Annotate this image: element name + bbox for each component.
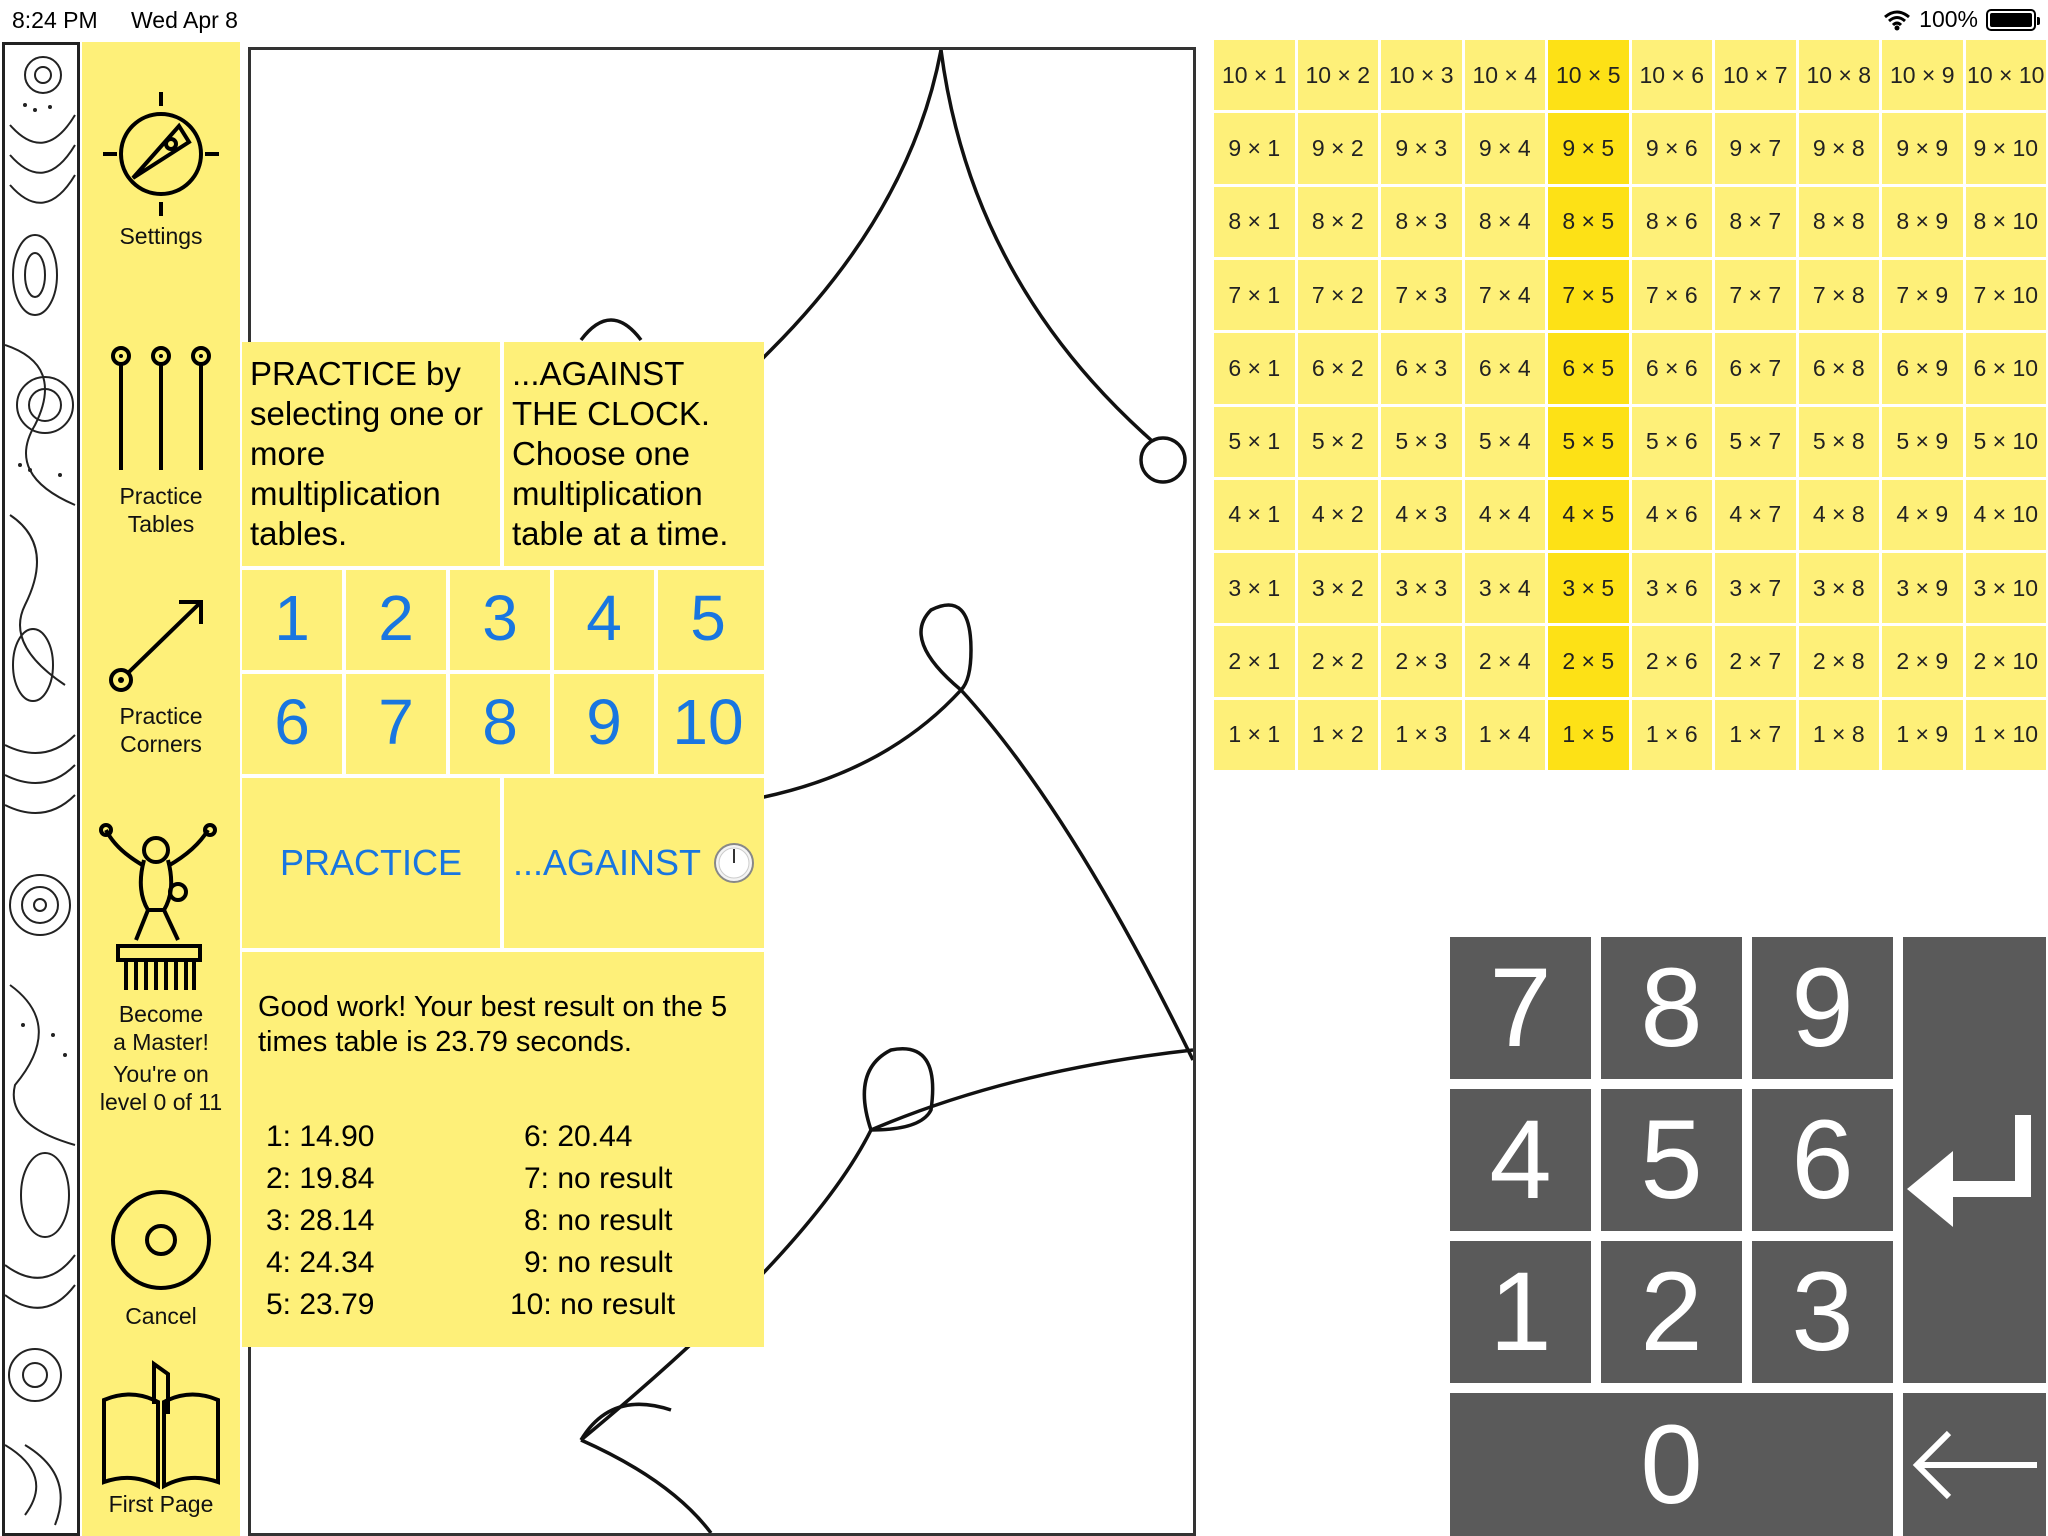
- grid-cell-5x10[interactable]: 5 × 10: [1966, 407, 2047, 477]
- master-figure-icon: [96, 820, 226, 1000]
- grid-cell-8x9[interactable]: 8 × 9: [1882, 187, 1963, 257]
- key-3[interactable]: 3: [1752, 1241, 1893, 1383]
- grid-cell-10x3[interactable]: 10 × 3: [1381, 40, 1462, 110]
- grid-cell-9x10[interactable]: 9 × 10: [1966, 113, 2047, 183]
- grid-cell-1x3[interactable]: 1 × 3: [1381, 700, 1462, 770]
- result-row: 9: no result: [524, 1246, 673, 1279]
- result-row: 6: 20.44: [524, 1120, 633, 1153]
- diagonal-arrow-icon: [101, 592, 221, 702]
- grid-cell-2x8[interactable]: 2 × 8: [1799, 626, 1880, 696]
- key-8[interactable]: 8: [1601, 937, 1742, 1079]
- backspace-arrow-icon: [1903, 1393, 2046, 1536]
- grid-cell-2x10[interactable]: 2 × 10: [1966, 626, 2047, 696]
- numeric-keypad: [1450, 937, 2046, 1536]
- practice-corners-label-1: Practice: [119, 703, 203, 729]
- grid-cell-4x8[interactable]: 4 × 8: [1799, 480, 1880, 550]
- result-row: 4: 24.34: [266, 1246, 375, 1279]
- practice-corners-label-2: Corners: [120, 731, 202, 757]
- grid-cell-4x9[interactable]: 4 × 9: [1882, 480, 1963, 550]
- grid-cell-8x10[interactable]: 8 × 10: [1966, 187, 2047, 257]
- table-button-8[interactable]: 8: [482, 686, 518, 758]
- multiplication-grid: [1214, 40, 2046, 770]
- enter-arrow-icon: [1903, 937, 2046, 1383]
- grid-cell-7x5[interactable]: 7 × 5: [1548, 260, 1629, 330]
- grid-cell-5x5[interactable]: 5 × 5: [1548, 407, 1629, 477]
- grid-cell-8x4[interactable]: 8 × 4: [1465, 187, 1546, 257]
- grid-cell-10x6[interactable]: 10 × 6: [1632, 40, 1713, 110]
- grid-cell-3x2[interactable]: 3 × 2: [1298, 553, 1379, 623]
- grid-cell-7x6[interactable]: 7 × 6: [1632, 260, 1713, 330]
- grid-cell-9x6[interactable]: 9 × 6: [1632, 113, 1713, 183]
- grid-cell-5x1[interactable]: 5 × 1: [1214, 407, 1295, 477]
- grid-cell-3x6[interactable]: 3 × 6: [1632, 553, 1713, 623]
- wifi-icon: [1883, 9, 1911, 31]
- practice-tables-button[interactable]: [82, 342, 240, 538]
- key-2[interactable]: 2: [1601, 1241, 1742, 1383]
- grid-cell-6x3[interactable]: 6 × 3: [1381, 333, 1462, 403]
- grid-cell-6x8[interactable]: 6 × 8: [1799, 333, 1880, 403]
- battery-percent: 100%: [1919, 6, 1978, 32]
- battery-icon: [1986, 9, 2036, 31]
- master-level-label-1: You're on: [113, 1061, 209, 1087]
- pins-icon: [101, 342, 221, 482]
- grid-cell-9x4[interactable]: 9 × 4: [1465, 113, 1546, 183]
- grid-cell-10x5[interactable]: 10 × 5: [1548, 40, 1629, 110]
- key-7[interactable]: 7: [1450, 937, 1591, 1079]
- grid-cell-1x9[interactable]: 1 × 9: [1882, 700, 1963, 770]
- open-book-icon: [96, 1360, 226, 1490]
- status-indicators: [1883, 6, 2036, 33]
- decorative-border-image: [2, 42, 80, 1536]
- result-row: 3: 28.14: [266, 1204, 375, 1237]
- grid-cell-6x9[interactable]: 6 × 9: [1882, 333, 1963, 403]
- grid-cell-6x6[interactable]: 6 × 6: [1632, 333, 1713, 403]
- grid-cell-5x4[interactable]: 5 × 4: [1465, 407, 1546, 477]
- grid-cell-6x5[interactable]: 6 × 5: [1548, 333, 1629, 403]
- against-clock-label: ...AGAINST: [512, 842, 702, 883]
- grid-cell-9x2[interactable]: 9 × 2: [1298, 113, 1379, 183]
- grid-cell-6x7[interactable]: 6 × 7: [1715, 333, 1796, 403]
- grid-cell-4x3[interactable]: 4 × 3: [1381, 480, 1462, 550]
- grid-cell-7x1[interactable]: 7 × 1: [1214, 260, 1295, 330]
- grid-cell-7x3[interactable]: 7 × 3: [1381, 260, 1462, 330]
- table-button-9[interactable]: 9: [586, 686, 622, 758]
- grid-cell-9x8[interactable]: 9 × 8: [1799, 113, 1880, 183]
- practice-tables-label-2: Tables: [127, 511, 195, 537]
- grid-cell-1x6[interactable]: 1 × 6: [1632, 700, 1713, 770]
- status-bar: [0, 0, 2048, 40]
- grid-cell-4x7[interactable]: 4 × 7: [1715, 480, 1796, 550]
- against-clock-button[interactable]: [504, 778, 764, 948]
- result-row: 5: 23.79: [266, 1288, 375, 1321]
- grid-cell-4x4[interactable]: 4 × 4: [1465, 480, 1546, 550]
- grid-cell-2x9[interactable]: 2 × 9: [1882, 626, 1963, 696]
- grid-cell-1x4[interactable]: 1 × 4: [1465, 700, 1546, 770]
- grid-cell-3x7[interactable]: 3 × 7: [1715, 553, 1796, 623]
- table-button-7[interactable]: 7: [378, 686, 414, 758]
- grid-cell-8x1[interactable]: 8 × 1: [1214, 187, 1295, 257]
- grid-cell-6x4[interactable]: 6 × 4: [1465, 333, 1546, 403]
- grid-cell-1x10[interactable]: 1 × 10: [1966, 700, 2047, 770]
- key-1[interactable]: 1: [1450, 1241, 1591, 1383]
- practice-panel: [242, 342, 764, 1347]
- result-row: 2: 19.84: [266, 1162, 375, 1195]
- grid-cell-7x4[interactable]: 7 × 4: [1465, 260, 1546, 330]
- key-9[interactable]: 9: [1752, 937, 1893, 1079]
- become-master-button[interactable]: [82, 820, 240, 1116]
- against-clock-instructions: ...AGAINST THE CLOCK. Choose one multiplication table at a time.: [512, 355, 729, 552]
- grid-cell-3x10[interactable]: 3 × 10: [1966, 553, 2047, 623]
- table-button-5[interactable]: 5: [690, 582, 726, 654]
- grid-cell-2x5[interactable]: 2 × 5: [1548, 626, 1629, 696]
- grid-cell-7x9[interactable]: 7 × 9: [1882, 260, 1963, 330]
- grid-cell-8x6[interactable]: 8 × 6: [1632, 187, 1713, 257]
- grid-cell-2x1[interactable]: 2 × 1: [1214, 626, 1295, 696]
- target-circle-icon: [101, 1172, 221, 1302]
- grid-cell-2x2[interactable]: 2 × 2: [1298, 626, 1379, 696]
- grid-cell-7x10[interactable]: 7 × 10: [1966, 260, 2047, 330]
- grid-cell-1x2[interactable]: 1 × 2: [1298, 700, 1379, 770]
- result-row: 10: no result: [510, 1288, 676, 1321]
- grid-cell-10x9[interactable]: 10 × 9: [1882, 40, 1963, 110]
- result-message: Good work! Your best result on the 5 times table is 23.79 seconds.: [258, 991, 728, 1058]
- cancel-button[interactable]: [82, 1172, 240, 1330]
- grid-cell-8x2[interactable]: 8 × 2: [1298, 187, 1379, 257]
- grid-cell-3x4[interactable]: 3 × 4: [1465, 553, 1546, 623]
- grid-cell-1x5[interactable]: 1 × 5: [1548, 700, 1629, 770]
- grid-cell-2x3[interactable]: 2 × 3: [1381, 626, 1462, 696]
- grid-cell-10x2[interactable]: 10 × 2: [1298, 40, 1379, 110]
- grid-cell-6x10[interactable]: 6 × 10: [1966, 333, 2047, 403]
- table-button-10[interactable]: 10: [672, 686, 744, 758]
- grid-cell-2x4[interactable]: 2 × 4: [1465, 626, 1546, 696]
- backspace-key[interactable]: [1903, 1393, 2046, 1536]
- enter-key[interactable]: [1903, 937, 2046, 1383]
- grid-cell-4x6[interactable]: 4 × 6: [1632, 480, 1713, 550]
- become-master-label-1: Become: [118, 1001, 204, 1027]
- grid-cell-4x2[interactable]: 4 × 2: [1298, 480, 1379, 550]
- grid-cell-1x1[interactable]: 1 × 1: [1214, 700, 1295, 770]
- grid-cell-10x8[interactable]: 10 × 8: [1799, 40, 1880, 110]
- grid-cell-9x1[interactable]: 9 × 1: [1214, 113, 1295, 183]
- grid-cell-9x7[interactable]: 9 × 7: [1715, 113, 1796, 183]
- grid-cell-4x10[interactable]: 4 × 10: [1966, 480, 2047, 550]
- settings-label: Settings: [119, 223, 203, 249]
- grid-cell-8x5[interactable]: 8 × 5: [1548, 187, 1629, 257]
- grid-cell-1x8[interactable]: 1 × 8: [1799, 700, 1880, 770]
- status-time: 8:24 PM: [12, 7, 98, 33]
- key-4[interactable]: 4: [1450, 1089, 1591, 1231]
- status-date: Wed Apr 8: [131, 7, 238, 33]
- become-master-label-2: a Master!: [113, 1029, 209, 1055]
- grid-cell-5x8[interactable]: 5 × 8: [1799, 407, 1880, 477]
- grid-cell-10x7[interactable]: 10 × 7: [1715, 40, 1796, 110]
- grid-cell-3x9[interactable]: 3 × 9: [1882, 553, 1963, 623]
- grid-cell-8x7[interactable]: 8 × 7: [1715, 187, 1796, 257]
- result-row: 7: no result: [524, 1162, 673, 1195]
- grid-cell-3x1[interactable]: 3 × 1: [1214, 553, 1295, 623]
- practice-button[interactable]: PRACTICE: [279, 842, 463, 883]
- table-button-6[interactable]: 6: [274, 686, 310, 758]
- grid-cell-7x8[interactable]: 7 × 8: [1799, 260, 1880, 330]
- practice-instructions: PRACTICE by selecting one or more multiplication tables.: [250, 355, 483, 552]
- table-button-1[interactable]: 1: [274, 582, 310, 654]
- key-0[interactable]: 0: [1450, 1393, 1893, 1536]
- grid-cell-10x10[interactable]: 10 × 10: [1966, 40, 2047, 110]
- grid-cell-9x5[interactable]: 9 × 5: [1548, 113, 1629, 183]
- grid-cell-3x3[interactable]: 3 × 3: [1381, 553, 1462, 623]
- result-row: 8: no result: [524, 1204, 673, 1237]
- grid-cell-8x8[interactable]: 8 × 8: [1799, 187, 1880, 257]
- grid-cell-5x2[interactable]: 5 × 2: [1298, 407, 1379, 477]
- grid-cell-2x6[interactable]: 2 × 6: [1632, 626, 1713, 696]
- grid-cell-4x1[interactable]: 4 × 1: [1214, 480, 1295, 550]
- clock-icon: [713, 842, 755, 884]
- grid-cell-3x8[interactable]: 3 × 8: [1799, 553, 1880, 623]
- grid-cell-10x1[interactable]: 10 × 1: [1214, 40, 1295, 110]
- sidebar: [82, 42, 240, 1536]
- settings-button[interactable]: [82, 82, 240, 250]
- table-button-4[interactable]: 4: [586, 582, 622, 654]
- result-row: 1: 14.90: [266, 1120, 375, 1153]
- grid-cell-5x3[interactable]: 5 × 3: [1381, 407, 1462, 477]
- grid-cell-1x7[interactable]: 1 × 7: [1715, 700, 1796, 770]
- first-page-label: First Page: [108, 1491, 214, 1517]
- grid-cell-5x7[interactable]: 5 × 7: [1715, 407, 1796, 477]
- compass-icon: [101, 82, 221, 222]
- practice-tables-label-1: Practice: [119, 483, 203, 509]
- grid-cell-6x1[interactable]: 6 × 1: [1214, 333, 1295, 403]
- grid-cell-4x5[interactable]: 4 × 5: [1548, 480, 1629, 550]
- key-6[interactable]: 6: [1752, 1089, 1893, 1231]
- first-page-button[interactable]: [82, 1360, 240, 1518]
- grid-cell-7x7[interactable]: 7 × 7: [1715, 260, 1796, 330]
- grid-cell-8x3[interactable]: 8 × 3: [1381, 187, 1462, 257]
- cancel-label: Cancel: [125, 1303, 197, 1329]
- grid-cell-5x6[interactable]: 5 × 6: [1632, 407, 1713, 477]
- grid-cell-7x2[interactable]: 7 × 2: [1298, 260, 1379, 330]
- grid-cell-10x4[interactable]: 10 × 4: [1465, 40, 1546, 110]
- grid-cell-6x2[interactable]: 6 × 2: [1298, 333, 1379, 403]
- practice-corners-button[interactable]: [82, 592, 240, 758]
- grid-cell-2x7[interactable]: 2 × 7: [1715, 626, 1796, 696]
- grid-cell-9x9[interactable]: 9 × 9: [1882, 113, 1963, 183]
- table-button-2[interactable]: 2: [378, 582, 414, 654]
- grid-cell-5x9[interactable]: 5 × 9: [1882, 407, 1963, 477]
- grid-cell-9x3[interactable]: 9 × 3: [1381, 113, 1462, 183]
- table-button-3[interactable]: 3: [482, 582, 518, 654]
- key-5[interactable]: 5: [1601, 1089, 1742, 1231]
- master-level-label-2: level 0 of 11: [99, 1089, 223, 1115]
- grid-cell-3x5[interactable]: 3 × 5: [1548, 553, 1629, 623]
